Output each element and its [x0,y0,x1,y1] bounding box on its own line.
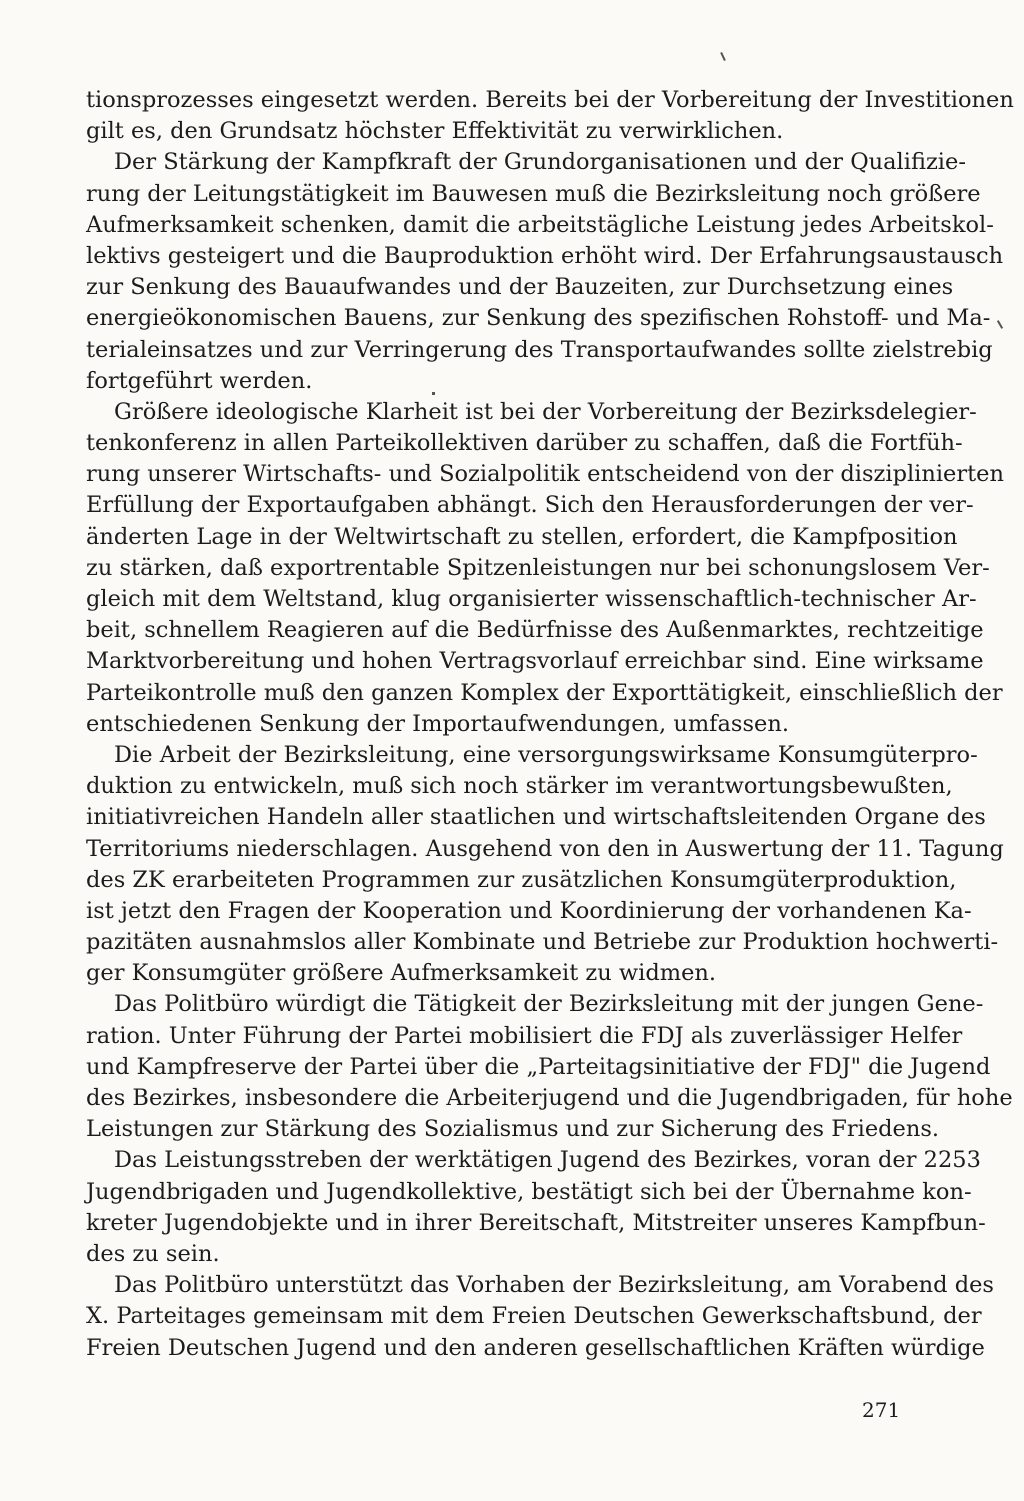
paragraph-line: Freien Deutschen Jugend und den anderen gesellschaftlichen Kräften würdige [86,1334,985,1361]
paragraph-first-line: Das Politbüro würdigt die Tätigkeit der Bezirksleitung mit der jungen Gene- [114,991,984,1018]
paragraph-first-line: Die Arbeit der Bezirksleitung, eine versorgungswirksame Konsumgüterpro- [114,741,978,768]
paragraph-line: beit, schnellem Reagieren auf die Bedürfnisse des Außenmarktes, rechtzeitige [86,617,984,644]
paragraph-line: Marktvorbereitung und hohen Vertragsvorlauf erreichbar sind. Eine wirksame [86,648,984,675]
paragraph-line: lektivs gesteigert und die Bauproduktion erhöht wird. Der Erfahrungsaustausch [86,242,1004,269]
paragraph-line: Leistungen zur Stärkung des Sozialismus und zur Sicherung des Friedens. [86,1116,940,1143]
paragraph-line: ist jetzt den Fragen der Kooperation und Koordinierung der vorhandenen Ka- [86,897,972,924]
paragraph-first-line: Größere ideologische Klarheit ist bei der Vorbereitung der Bezirksdelegier- [114,398,977,425]
paragraph-first-line: Das Politbüro unterstützt das Vorhaben der Bezirksleitung, am Vorabend des [114,1272,994,1299]
paragraph-line: rung der Leitungstätigkeit im Bauwesen muß die Bezirksleitung noch größere [86,180,981,207]
paragraph-line: zu stärken, daß exportrentable Spitzenleistungen nur bei schonungslosem Ver- [86,554,990,581]
paragraph-line: ration. Unter Führung der Partei mobilisiert die FDJ als zuverlässiger Helfer [86,1022,963,1049]
paragraph-line: duktion zu entwickeln, muß sich noch stärker im verantwortungsbewußten, [86,773,953,800]
paragraph-line: ger Konsumgüter größere Aufmerksamkeit zu widmen. [86,960,717,987]
paragraph-first-line: Das Leistungsstreben der werktätigen Jugend des Bezirkes, voran der 2253 [114,1147,981,1174]
paragraph-line: und Kampfreserve der Partei über die „Parteitagsinitiative der FDJ" die Jugend [86,1053,991,1080]
page-number: 271 [862,1398,901,1422]
paragraph-line: Aufmerksamkeit schenken, damit die arbeitstägliche Leistung jedes Arbeitskol- [86,211,994,238]
paragraph-line: gleich mit dem Weltstand, klug organisierter wissenschaftlich-technischer Ar- [86,586,977,612]
paragraph-first-line: tionsprozesses eingesetzt werden. Bereits bei der Vorbereitung der Investitionen [86,87,1014,113]
paragraph-line: des Bezirkes, insbesondere die Arbeiterjugend und die Jugendbrigaden, für hohe [86,1085,1013,1111]
scan-speck [997,320,1003,329]
paragraph-line: zur Senkung des Bauaufwandes und der Bauzeiten, zur Durchsetzung eines [86,274,954,301]
paragraph-line: pazitäten ausnahmslos aller Kombinate und Betriebe zur Produktion hochwerti- [86,929,999,956]
paragraph-line: rung unserer Wirtschafts- und Sozialpolitik entscheidend von der disziplinierten [86,461,1004,488]
paragraph-line: tenkonferenz in allen Parteikollektiven darüber zu schaffen, daß die Fortfüh- [86,430,963,457]
paragraph-line: energieökonomischen Bauens, zur Senkung des spezifischen Rohstoff- und Ma- [86,305,991,332]
paragraph-line: X. Parteitages gemeinsam mit dem Freien Deutschen Gewerkschaftsbund, der [86,1303,982,1330]
paragraph-line: fortgeführt werden. [86,367,313,394]
paragraph-line: Erfüllung der Exportaufgaben abhängt. Sich den Herausforderungen der ver- [86,492,974,519]
paragraph-line: Territoriums niederschlagen. Ausgehend von den in Auswertung der 11. Tagung [86,835,1004,862]
paragraph-line: terialeinsatzes und zur Verringerung des Transportaufwandes sollte zielstrebig [86,336,993,363]
paragraph-line: kreter Jugendobjekte und in ihrer Bereitschaft, Mitstreiter unseres Kampfbun- [86,1209,986,1236]
paragraph-line: initiativreichen Handeln aller staatlichen und wirtschaftsleitenden Organe des [86,804,986,831]
paragraph-line: entschiedenen Senkung der Importaufwendungen, umfassen. [86,710,789,737]
paragraph-line: Parteikontrolle muß den ganzen Komplex der Exporttätigkeit, einschließlich der [86,679,1003,706]
paragraph-first-line: Der Stärkung der Kampfkraft der Grundorganisationen und der Qualifizie- [114,149,966,176]
paragraph-line: des zu sein. [86,1240,220,1267]
paragraph-line: änderten Lage in der Weltwirtschaft zu stellen, erfordert, die Kampfposition [86,523,958,550]
scan-speck [720,52,726,61]
body-text [86,85,1014,1364]
paragraph-line: Jugendbrigaden und Jugendkollektive, bestätigt sich bei der Übernahme kon- [86,1178,972,1205]
paragraph-line: des ZK erarbeiteten Programmen zur zusätzlichen Konsumgüterproduktion, [86,866,957,893]
paragraph-line: gilt es, den Grundsatz höchster Effektivität zu verwirklichen. [86,118,784,145]
